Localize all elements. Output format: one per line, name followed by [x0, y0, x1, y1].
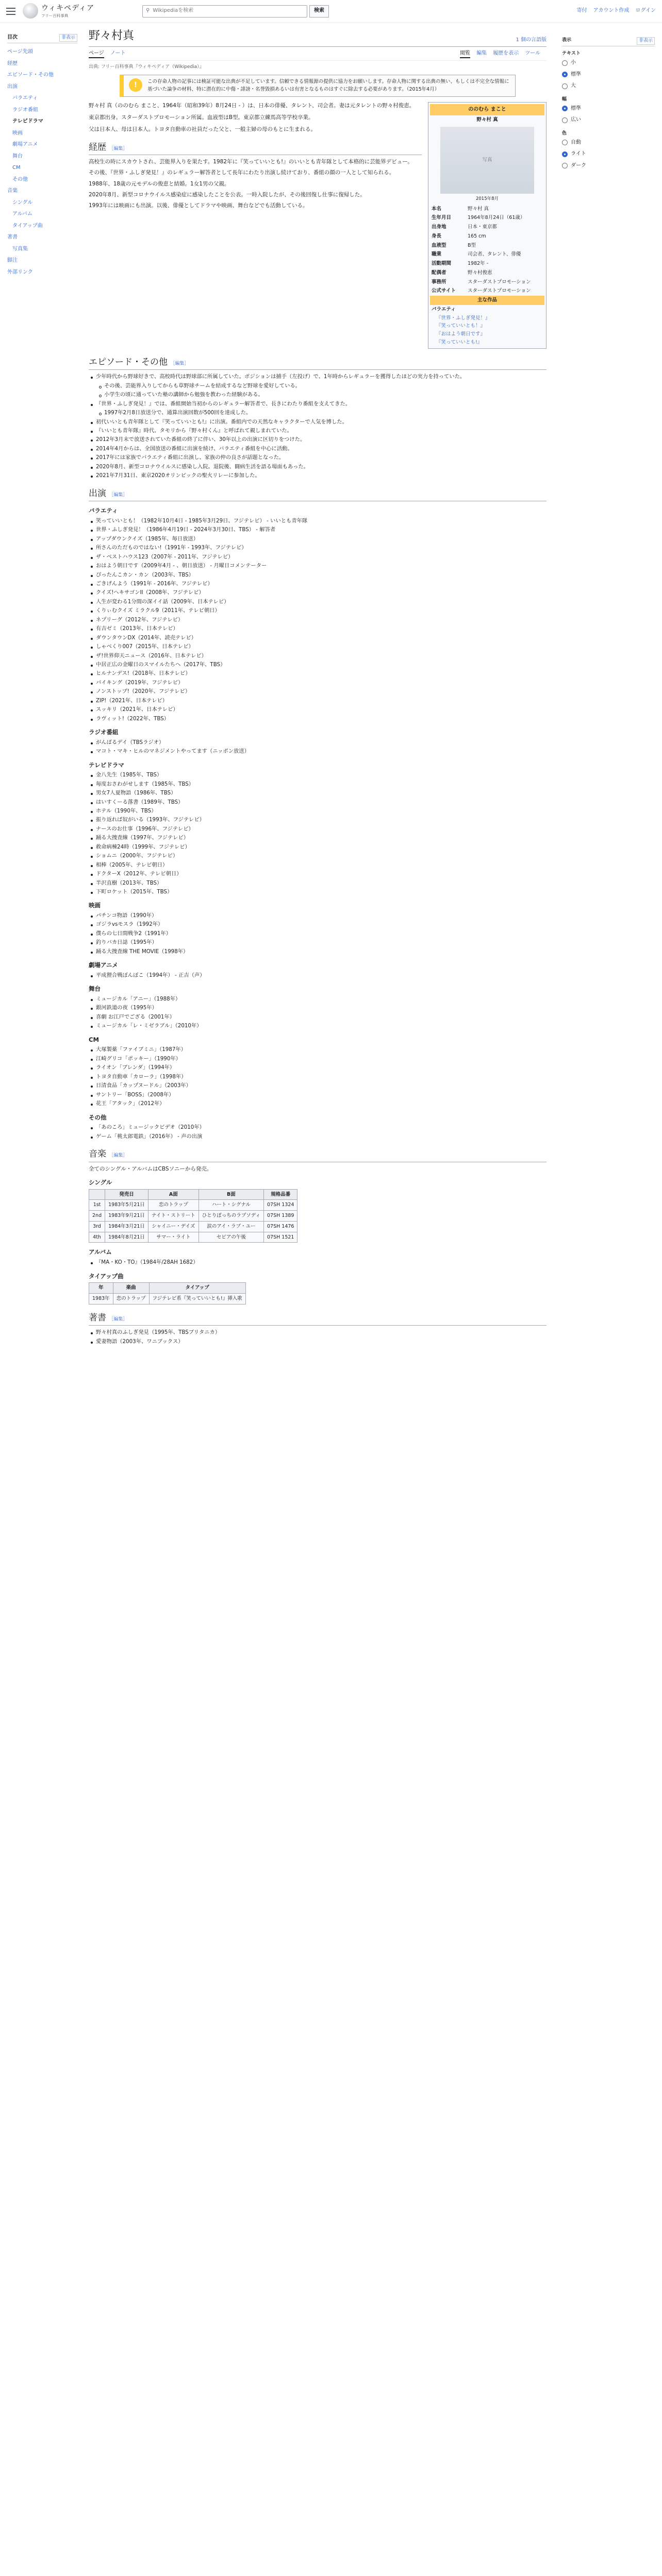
list-item: 愛妻物語（2003年、ワニブックス）: [89, 1338, 547, 1346]
list-item: 中居正広の金曜日のスマイルたちへ（2017年、TBS）: [89, 661, 547, 669]
radio-label: 大: [571, 83, 576, 89]
infobox-key: 配偶者: [432, 269, 446, 276]
infobox-value: 日本・東京都: [468, 224, 498, 230]
infobox: [428, 102, 547, 349]
page-source-note: 出典: フリー百科事典『ウィキペディア（Wikipedia）』: [89, 64, 204, 70]
list-other: [89, 1124, 547, 1141]
table-header: A面: [148, 1189, 198, 1200]
image-caption: 2015年8月: [475, 196, 499, 202]
infobox-row: [430, 278, 544, 287]
text-size-options: [562, 57, 655, 92]
table-header-row: [89, 1189, 297, 1200]
list-item: ミュージカル「アニー」（1988年）: [89, 995, 547, 1003]
infobox-table: [430, 205, 544, 296]
toc-item[interactable]: 劇場アニメ: [12, 142, 38, 148]
page-title: 野々村真 1 個の言語版: [89, 28, 547, 47]
album-list: [89, 1259, 547, 1266]
table-cell: シャイニー・デイズ: [148, 1221, 198, 1232]
infobox-work-link[interactable]: 『笑っていいとも！』: [436, 323, 486, 329]
list-item: 『MA・KO・TO』（1984年/28AH 1682）: [89, 1259, 547, 1266]
infobox-row: [430, 232, 544, 241]
list-item: ごきげんよう（1991年 - 2016年、フジテレビ）: [89, 580, 547, 588]
career-paragraph: 1993年には映画にも出演。以後、俳優としてドラマや映画、舞台などでも活動している。: [89, 202, 308, 209]
list-item: 初代いいとも青年隊として『笑っていいとも!』に出演。番組内での天然なキャラクターで人気を博した。: [89, 418, 547, 426]
table-cell: セピアの午後: [198, 1232, 263, 1243]
list-item: ホテル（1990年、TBS）: [89, 807, 547, 815]
toc-item[interactable]: タイアップ曲: [12, 223, 43, 229]
infobox-row: [430, 223, 544, 232]
list-item: 少年時代から野球好きで、高校時代は野球部に所属していた。ポジションは捕手（左投げ）で、1年時からレギュラーを獲得したほどの実力を持っていた。: [89, 373, 547, 381]
maintenance-notice: [120, 75, 516, 97]
table-cell: ナイト・ストリート: [148, 1211, 198, 1222]
section-heading-appearances: 出演 ［編集］: [89, 487, 547, 502]
table-cell: 涙のアイ・ラブ・ユー: [198, 1221, 263, 1232]
lead-paragraph: 父は日本人、母は日本人。トヨタ自動車の社員だった父と、一般主婦の母のもとに生まれる。: [89, 126, 316, 133]
list-item: ノンストップ!（2020年、フジテレビ）: [89, 688, 547, 696]
infobox-row: [430, 213, 544, 223]
text-size-label: テキスト: [562, 51, 581, 57]
radio-label: 標準: [571, 105, 581, 111]
table-header: B面: [198, 1189, 263, 1200]
list-item: スッキリ（2021年、日本テレビ）: [89, 706, 547, 714]
infobox-row: [430, 259, 544, 268]
create-account-link[interactable]: アカウント作成: [593, 8, 630, 14]
color-options: [562, 137, 655, 172]
list-item: ゲーム「桃太郎電鉄」（2016年） - 声の出演: [89, 1133, 547, 1141]
language-button[interactable]: 1 個の言語版: [516, 37, 547, 43]
subsection-variety: バラエティ: [89, 507, 118, 515]
infobox-key: 身長: [432, 233, 442, 239]
list-item: トヨタ自動車「カローラ」（1998年）: [89, 1073, 547, 1081]
table-cell: サマー・ライト: [148, 1232, 198, 1243]
table-cell: フジテレビ系『笑っていいとも!』挿入歌: [149, 1293, 245, 1304]
search-bar: [142, 5, 329, 18]
list-radio: [89, 739, 547, 756]
donate-link[interactable]: 寄付: [576, 8, 587, 14]
infobox-key: 生年月日: [432, 215, 452, 221]
tab-article[interactable]: ページ: [89, 50, 104, 59]
music-intro: 全てのシングル・アルバムはCBSソニーから発売。: [89, 1165, 212, 1172]
lead-paragraph: 野々村 真（ののむら まこと、1964年（昭和39年）8月24日 - ）は、日本の俳優、タレント、司会者。妻は元タレントの野々村俊恵。: [89, 102, 415, 109]
subsection-album: アルバム: [89, 1248, 112, 1256]
list-item: バイキング（2019年、フジテレビ）: [89, 679, 547, 687]
toc-sidebar: [0, 23, 77, 1347]
radio-option[interactable]: [562, 160, 655, 172]
toc-item[interactable]: 著書: [7, 234, 18, 241]
career-paragraph: 高校生の時にスカウトされ、芸能界入りを果たす。1982年に『笑っていいとも!』のいいとも青年隊として本格的に芸能界デビュー。: [89, 159, 413, 165]
list-item: 2012年3月末で放送されていた番組の終了に伴い、30年以上の出演に区切りをつけた。: [89, 436, 547, 444]
section-heading-episode: エピソード・その他 ［編集］: [89, 356, 547, 370]
list-variety: [89, 517, 547, 723]
radio-label: ダーク: [571, 162, 586, 168]
main-content: [77, 23, 557, 1347]
toc-item[interactable]: シングル: [12, 199, 33, 206]
list-item: 花王「アタック」（2012年）: [89, 1100, 547, 1108]
list-drama: [89, 771, 547, 896]
toc-item[interactable]: ラジオ番組: [12, 107, 38, 113]
list-anime: [89, 972, 547, 979]
table-cell: 4th: [89, 1232, 105, 1243]
radio-option[interactable]: [562, 69, 655, 81]
list-item: 釣りバカ日誌（1995年）: [89, 939, 547, 946]
toc-item[interactable]: 舞台: [12, 153, 23, 159]
subsection-film: 映画: [89, 902, 101, 909]
infobox-key: 血液型: [432, 242, 446, 248]
table-cell: 2nd: [89, 1211, 105, 1222]
toc-item[interactable]: ページ先頭: [7, 49, 33, 55]
list-item: 銀河鉄道の夜（1995年）: [89, 1004, 547, 1012]
toc-header: 目次 非表示: [7, 34, 77, 43]
table-cell: 1983年: [89, 1293, 113, 1304]
width-label: 幅: [562, 96, 567, 102]
subsection-drama: テレビドラマ: [89, 761, 124, 769]
user-links: [577, 7, 656, 15]
table-cell: 恋のトラップ: [148, 1200, 198, 1211]
table-cell: ひとりぼっちのラプソディ: [198, 1211, 263, 1222]
tab-tools[interactable]: ツール: [525, 50, 540, 56]
menu-icon[interactable]: [6, 8, 15, 15]
list-item: 半沢直樹（2013年、TBS）: [89, 879, 547, 887]
infobox-key: 本名: [432, 206, 442, 212]
list-item: 江崎グリコ「ポッキー」（1990年）: [89, 1055, 547, 1063]
infobox-name: 野々村 真: [476, 117, 498, 123]
infobox-works-category: バラエティ: [432, 306, 456, 312]
episode-list: [89, 373, 547, 480]
radio-icon: [562, 140, 568, 145]
list-item: 下町ロケット（2015年、TBS）: [89, 888, 547, 896]
radio-option[interactable]: [562, 103, 655, 115]
logo[interactable]: [23, 3, 111, 19]
radio-option[interactable]: [562, 114, 655, 126]
appearances-section: [89, 506, 547, 1141]
edit-link[interactable]: ［編集］: [109, 492, 128, 498]
toc-item[interactable]: 音楽: [7, 188, 18, 194]
list-item: 毎度おさわがせします（1985年、TBS）: [89, 781, 547, 788]
table-cell: 1984年3月21日: [105, 1221, 148, 1232]
tab-edit[interactable]: 編集: [476, 50, 487, 56]
list-item: はいすくーる落書（1989年、TBS）: [89, 799, 547, 806]
toc-item[interactable]: 経歴: [7, 60, 18, 66]
list-item: 所さんのただものではない!（1991年 - 1993年、フジテレビ）: [89, 544, 547, 552]
toc-item[interactable]: エピソード・その他: [7, 72, 54, 78]
infobox-value: B型: [468, 242, 476, 248]
portrait-image[interactable]: 写真: [440, 127, 534, 194]
list-item: 相棒（2005年、テレビ朝日）: [89, 861, 547, 869]
career-paragraph: 1988年、18歳の元モデルの俊恵と結婚。1女1男の父親。: [89, 180, 230, 187]
appearance-hide-button[interactable]: 非表示: [637, 37, 655, 45]
infobox-row: [430, 205, 544, 214]
tab-history[interactable]: 履歴を表示: [493, 50, 519, 56]
radio-icon: [562, 117, 568, 123]
list-stage: [89, 995, 547, 1030]
radio-option[interactable]: [562, 148, 655, 160]
list-item: パチンコ物語（1990年）: [89, 912, 547, 920]
toc-item[interactable]: CM: [12, 165, 21, 171]
table-cell: 1983年9月21日: [105, 1211, 148, 1222]
table-header: 年: [89, 1283, 113, 1294]
list-item: おはよう朝日です（2009年4月 - 、朝日放送） - 月曜日コメンテーター: [89, 562, 547, 570]
radio-label: 広い: [571, 117, 581, 123]
list-item: マコト・マキ・ヒルのマネジメントやってます（ニッポン放送）: [89, 748, 547, 755]
warning-icon: !: [129, 78, 142, 92]
table-header-row: [89, 1283, 246, 1294]
table-cell: ハート・シグナル: [198, 1200, 263, 1211]
subsection-stage: 舞台: [89, 985, 101, 993]
list-item: 2021年7月31日、東京2020オリンピックの聖火リレーに参加した。: [89, 472, 547, 480]
list-item: 救命病棟24時（1999年、フジテレビ）: [89, 843, 547, 851]
infobox-work-link[interactable]: 『世界・ふしぎ発見！』: [436, 315, 490, 321]
infobox-value: スターダストプロモーション: [468, 279, 531, 285]
list-item: 「あのころ」ミュージックビデオ（2010年）: [89, 1124, 547, 1131]
radio-label: 標準: [571, 71, 581, 77]
login-link[interactable]: ログイン: [635, 8, 656, 14]
table-row: [89, 1232, 297, 1243]
notice-text: この存命人物の記事には検証可能な出典が不足しています。信頼できる情報源の提供に協力をお願いします。存命人物に関する出典の無い、もしくは不完全な情報に基づいた論争の材料、特に潜在的に中傷・誹謗・名誉毀損あるいは有害となるものはすぐに除去する必要があります。（2015年4月）: [147, 79, 509, 92]
radio-option[interactable]: [562, 57, 655, 69]
list-item: 踊る大捜査線 THE MOVIE（1998年）: [89, 948, 547, 956]
list-item: ヒルナンデス!（2018年、日本テレビ）: [89, 670, 547, 677]
radio-icon: [562, 106, 568, 111]
search-input[interactable]: ⚲ Wikipediaを検索: [142, 5, 307, 18]
list-item: 僕らの七日間戦争2（1991年）: [89, 930, 547, 938]
edit-link[interactable]: ［編集］: [170, 361, 189, 366]
search-button[interactable]: 検索: [309, 5, 329, 18]
infobox-value: 1982年 -: [468, 261, 489, 267]
table-row: [89, 1221, 297, 1232]
infobox-row: [430, 286, 544, 296]
infobox-key: 職業: [432, 251, 442, 258]
edit-link[interactable]: ［編集］: [109, 1316, 128, 1322]
section-heading-career: 経歴 ［編集］: [89, 141, 422, 156]
list-item: ドクターX（2012年、テレビ朝日）: [89, 870, 547, 878]
radio-icon: [562, 60, 568, 66]
page-tabs: [89, 50, 547, 61]
list-item: 小学生の頃に通っていた塾の講師から勉強を教わった経験がある。: [97, 391, 547, 399]
infobox-work-link[interactable]: 『笑っていいとも!』: [436, 340, 483, 345]
tieup-table: [89, 1282, 246, 1304]
list-item: ショムニ（2000年、フジテレビ）: [89, 852, 547, 860]
list-item: ラヴィット!（2022年、TBS）: [89, 715, 547, 723]
list-item: 金八先生（1985年、TBS）: [89, 771, 547, 779]
list-item: 振り返れば奴がいる（1993年、フジテレビ）: [89, 816, 547, 824]
list-item: 有吉ゼミ（2013年、日本テレビ）: [89, 625, 547, 633]
list-item: 踊る大捜査線（1997年、フジテレビ）: [89, 834, 547, 842]
list-film: [89, 912, 547, 956]
table-header: 規格品番: [264, 1189, 297, 1200]
infobox-value: 司会者、タレント、俳優: [468, 251, 521, 258]
infobox-works-list: [430, 314, 544, 347]
logo-subtitle: フリー百科事典: [41, 13, 69, 19]
width-options: [562, 103, 655, 126]
infobox-key: 出身地: [432, 224, 446, 230]
toc-item[interactable]: 脚注: [7, 258, 18, 264]
list-item: 喜劇 お江戸でござる（2001年）: [89, 1013, 547, 1021]
table-cell: 1984年8月21日: [105, 1232, 148, 1243]
toc-item[interactable]: その他: [12, 176, 28, 182]
list-item: ダウンタウンDX（2014年、読売テレビ）: [89, 634, 547, 642]
radio-icon: [562, 72, 568, 77]
infobox-works-heading: 主な作品: [430, 296, 544, 305]
list-item: ぴったんこカン・カン（2003年、TBS）: [89, 571, 547, 579]
table-cell: 07SH 1324: [264, 1200, 297, 1211]
list-item: その後、芸能界入りしてからも草野球チームを結成するなど野球を愛好している。: [97, 382, 547, 390]
infobox-work-link[interactable]: 『おはよう朝日です』: [436, 331, 486, 337]
logo-title: ウィキペディア: [41, 4, 95, 12]
radio-label: 自動: [571, 139, 581, 145]
list-item: ZIP!（2021年、日本テレビ）: [89, 697, 547, 705]
toc-item[interactable]: バラエティ: [12, 95, 38, 101]
list-item: ゴジラvsモスラ（1992年）: [89, 921, 547, 928]
edit-link[interactable]: ［編集］: [109, 1153, 128, 1159]
toc-hide-button[interactable]: 非表示: [59, 34, 77, 42]
list-item: 『いいとも青年隊』時代、タモリから『野々村くん』と呼ばれて親しまれていた。: [89, 427, 547, 435]
infobox-row: [430, 268, 544, 278]
list-item: 平成狸合戦ぽんぽこ（1994年） - 正吉（声）: [89, 972, 547, 979]
list-item: 日清食品「カップヌードル」（2003年）: [89, 1082, 547, 1090]
list-item: サントリー「BOSS」（2008年）: [89, 1091, 547, 1099]
section-heading-music: 音楽 ［編集］: [89, 1148, 547, 1162]
table-row: [89, 1200, 297, 1211]
infobox-value: スターダストプロモーション: [468, 288, 531, 294]
career-paragraph: その後、『世界・ふしぎ発見！』のレギュラー解答者として長年にわたり出演し続けており、番組の顔の一人として知られる。: [89, 170, 395, 176]
section-heading-books: 著書 ［編集］: [89, 1312, 547, 1326]
wikipedia-globe-icon: [23, 3, 38, 19]
list-item: 世界・ふしぎ発見！（1986年4月19日 - 2024年3月30日、TBS） - 解答者: [89, 526, 547, 534]
table-cell: 07SH 1476: [264, 1221, 297, 1232]
infobox-key: 活動期間: [432, 261, 452, 267]
list-item: がんばるデイ（TBSラジオ）: [89, 739, 547, 747]
infobox-value: 165 cm: [468, 233, 486, 239]
infobox-row: [430, 250, 544, 259]
infobox-key: 公式サイト: [432, 288, 456, 294]
list-item: ナースのお仕事（1996年、フジテレビ）: [89, 825, 547, 833]
list-item: しゃべくり007（2015年、日本テレビ）: [89, 643, 547, 651]
lead-section: [89, 102, 422, 349]
infobox-row: [430, 241, 544, 250]
toc-item[interactable]: テレビドラマ: [12, 118, 43, 125]
table-row: [89, 1211, 297, 1222]
appearance-header: 表示 非表示: [562, 37, 655, 46]
career-paragraph: 2020年8月、新型コロナウイルス感染症に感染したことを公表。一時入院したが、その後回復し仕事に復帰した。: [89, 191, 366, 198]
edit-link[interactable]: ［編集］: [109, 146, 128, 151]
table-cell: 07SH 1389: [264, 1211, 297, 1222]
infobox-value: 野々村俊恵: [468, 269, 492, 276]
subsection-radio: ラジオ番組: [89, 728, 119, 736]
table-header: タイアップ: [149, 1283, 245, 1294]
radio-icon: [562, 163, 568, 168]
list-item: ミュージカル「レ・ミゼラブル」（2010年）: [89, 1022, 547, 1030]
list-item: 2020年8月、新型コロナウイルスに感染し入院。退院後、闘病生活を語る場面もあった。: [89, 463, 547, 471]
table-cell: 3rd: [89, 1221, 105, 1232]
table-header: [89, 1189, 105, 1200]
list-item: アップダウンクイズ（1985年、毎日放送）: [89, 535, 547, 543]
table-cell: 1st: [89, 1200, 105, 1211]
color-label: 色: [562, 130, 567, 136]
list-item: ザ!世界仰天ニュース（2016年、日本テレビ）: [89, 652, 547, 660]
radio-option[interactable]: [562, 80, 655, 92]
list-item: 『世界・ふしぎ発見！』では、番組開始当初からのレギュラー解答者で、長きにわたり番組を支えてきた。: [89, 400, 547, 408]
radio-label: ライト: [571, 151, 586, 157]
table-row: [89, 1293, 246, 1304]
radio-icon: [562, 151, 568, 157]
toc-item[interactable]: 出演: [7, 83, 18, 90]
list-item: 2014年4月からは、全国放送の番組に出演を続け、バラエティ番組を中心に活動。: [89, 445, 547, 453]
books-list: [89, 1329, 547, 1346]
infobox-value: 1964年8月24日（61歳）: [468, 215, 525, 221]
toc-item[interactable]: 外部リンク: [7, 269, 33, 275]
appearance-panel: [557, 23, 655, 1347]
list-item: 1997年2月8日放送分で、通算出演回数が500回を達成した。: [97, 409, 547, 417]
list-item: ライオン「ブレンダ」（1994年）: [89, 1064, 547, 1072]
list-item: ザ・ベストハウス123（2007年 - 2011年、フジテレビ）: [89, 553, 547, 561]
toc-item[interactable]: 写真集: [12, 246, 28, 252]
site-header: [0, 0, 662, 23]
table-cell: 1983年5月21日: [105, 1200, 148, 1211]
subsection-cm: CM: [89, 1036, 99, 1043]
radio-label: 小: [571, 60, 576, 66]
radio-option[interactable]: [562, 137, 655, 149]
table-header: 発売日: [105, 1189, 148, 1200]
infobox-value: 野々村 真: [468, 206, 489, 212]
infobox-key: 事務所: [432, 279, 446, 285]
list-item: 笑っていいとも！（1982年10月4日 - 1985年3月29日、フジテレビ） - いいとも青年隊: [89, 517, 547, 525]
subsection-tieup: タイアップ曲: [89, 1272, 124, 1280]
list-item: 大塚製薬「ファイブミニ」（1987年）: [89, 1046, 547, 1054]
lead-paragraph: 東京都出身。スターダストプロモーション所属。血液型はB型。東京都立練馬高等学校卒業。: [89, 114, 314, 121]
list-item: クイズ!ヘキサゴンII（2008年、フジテレビ）: [89, 589, 547, 597]
tab-read[interactable]: 閲覧: [460, 50, 470, 59]
search-icon: ⚲: [146, 8, 150, 14]
list-item: 男女7人夏物語（1986年、TBS）: [89, 789, 547, 797]
table-header: 楽曲: [113, 1283, 149, 1294]
toc-list: [7, 46, 77, 278]
subsection-other: その他: [89, 1113, 107, 1121]
tab-talk[interactable]: ノート: [110, 50, 126, 56]
subsection-single: シングル: [89, 1178, 112, 1186]
infobox-kana: ののむら まこと: [430, 104, 544, 116]
list-item: くりぃむクイズ ミラクル9（2011年、テレビ朝日）: [89, 607, 547, 615]
list-item: 人生が変わる1分間の深イイ話（2009年、日本テレビ）: [89, 598, 547, 606]
toc-item[interactable]: アルバム: [12, 211, 32, 217]
list-item: 野々村真のふしぎ発見（1995年、TBSブリタニカ）: [89, 1329, 547, 1336]
table-cell: 07SH 1521: [264, 1232, 297, 1243]
table-cell: 恋のトラップ: [113, 1293, 149, 1304]
list-item: ネプリーグ（2012年、フジテレビ）: [89, 616, 547, 624]
list-item: 2017年には家族でバラエティ番組に出演し、家族の仲の良さが話題となった。: [89, 454, 547, 462]
subsection-anime: 劇場アニメ: [89, 961, 118, 969]
toc-item[interactable]: 映画: [12, 130, 23, 136]
singles-table: [89, 1189, 297, 1243]
list-cm: [89, 1046, 547, 1108]
radio-icon: [562, 83, 568, 89]
